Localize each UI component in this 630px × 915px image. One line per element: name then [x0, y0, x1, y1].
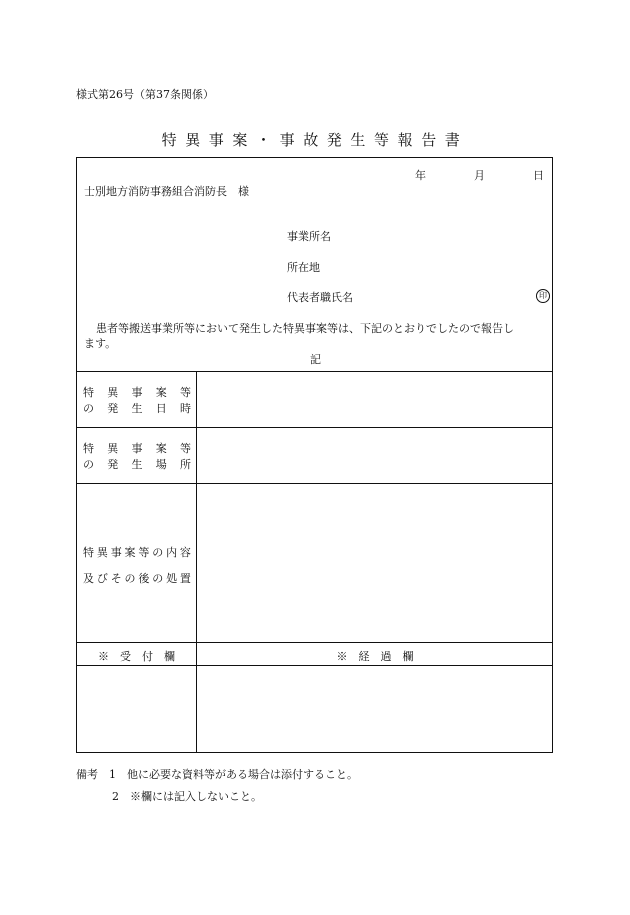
column-divider — [196, 371, 197, 752]
place-entry-cell[interactable] — [198, 428, 552, 482]
seal-mark: 印 — [536, 289, 550, 303]
representative-label: 代表者職氏名 — [287, 291, 353, 304]
date-year-label: 年 — [415, 169, 426, 182]
progress-column-header: ※ 経 過 欄 — [336, 650, 414, 663]
date-month-label: 月 — [474, 169, 485, 182]
date-day-label: 日 — [533, 169, 544, 182]
datetime-entry-cell[interactable] — [198, 372, 552, 426]
addressee: 士別地方消防事務組合消防長 様 — [84, 185, 249, 198]
reception-column-header: ※ 受 付 欄 — [98, 650, 175, 663]
datetime-label-line-2: の 発 生 日 時 — [83, 402, 191, 415]
location-label: 所在地 — [287, 261, 320, 274]
row-divider — [77, 642, 552, 643]
form-number: 様式第26号（第37条関係） — [76, 88, 214, 101]
report-form-frame — [76, 157, 553, 753]
details-entry-cell[interactable] — [198, 484, 552, 641]
statement-line-1: 患者等搬送事業所等において発生した特異事案等は、下記のとおりでしたので報告し — [96, 322, 514, 335]
place-label-line-1: 特 異 事 案 等 — [83, 442, 191, 455]
remarks-line-1: 備考 1 他に必要な資料等がある場合は添付すること。 — [76, 768, 358, 781]
office-name-label: 事業所名 — [287, 230, 331, 243]
ki-label: 記 — [310, 353, 321, 366]
date-line — [415, 167, 544, 183]
progress-entry-cell — [198, 666, 552, 750]
reception-entry-cell — [78, 666, 195, 750]
remarks-line-2: 2 ※欄には記入しないこと。 — [112, 790, 262, 803]
statement-line-2: ます。 — [84, 337, 117, 350]
place-label-line-2: の 発 生 場 所 — [83, 458, 191, 471]
datetime-label-line-1: 特 異 事 案 等 — [83, 386, 191, 399]
document-title: 特異事案・事故発生等報告書 — [161, 131, 469, 149]
details-label-line-2: 及 び そ の 後 の 処 置 — [83, 572, 191, 585]
details-label-line-1: 特 異 事 案 等 の 内 容 — [83, 546, 191, 559]
